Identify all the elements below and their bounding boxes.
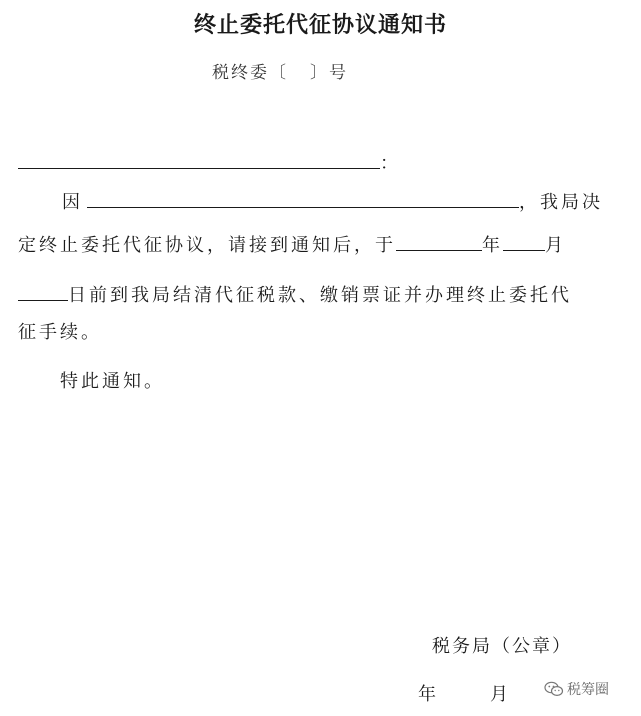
addressee-blank	[18, 150, 380, 169]
paragraph-line-4: 征手续。	[18, 322, 102, 343]
wechat-icon	[544, 681, 564, 697]
month-char: 月	[545, 235, 566, 256]
year-blank	[396, 232, 482, 251]
para3: 日前到我局结清代征税款、缴销票证并办理终止委托代	[68, 285, 572, 306]
watermark-text: 税筹圈	[567, 682, 609, 698]
addressee-line	[18, 150, 401, 176]
para2-start: 定终止委托代征协议，请接到通知后，于	[18, 235, 396, 256]
day-blank	[18, 282, 68, 301]
reason-blank	[87, 189, 519, 208]
doc-number-suffix: 〕号	[310, 63, 348, 83]
month-blank	[503, 232, 545, 251]
year-char: 年	[482, 235, 503, 256]
watermark	[544, 679, 609, 699]
doc-number-prefix: 税终委〔	[212, 63, 288, 83]
para1-start: 因	[62, 192, 83, 213]
signature-month: 月	[490, 684, 508, 705]
signature-year: 年	[418, 684, 436, 705]
closing-text: 特此通知。	[60, 371, 165, 392]
document-number	[212, 58, 348, 83]
document-title: 终止委托代征协议通知书	[193, 13, 447, 38]
addressee-colon: ：	[380, 153, 401, 174]
paragraph-line-3	[18, 282, 572, 308]
paragraph-line-2	[18, 232, 566, 258]
paragraph-line-1	[62, 189, 603, 215]
signature-date	[418, 680, 508, 706]
para1-end: ，我局决	[519, 192, 603, 213]
signature-authority: 税务局（公章）	[432, 636, 572, 657]
